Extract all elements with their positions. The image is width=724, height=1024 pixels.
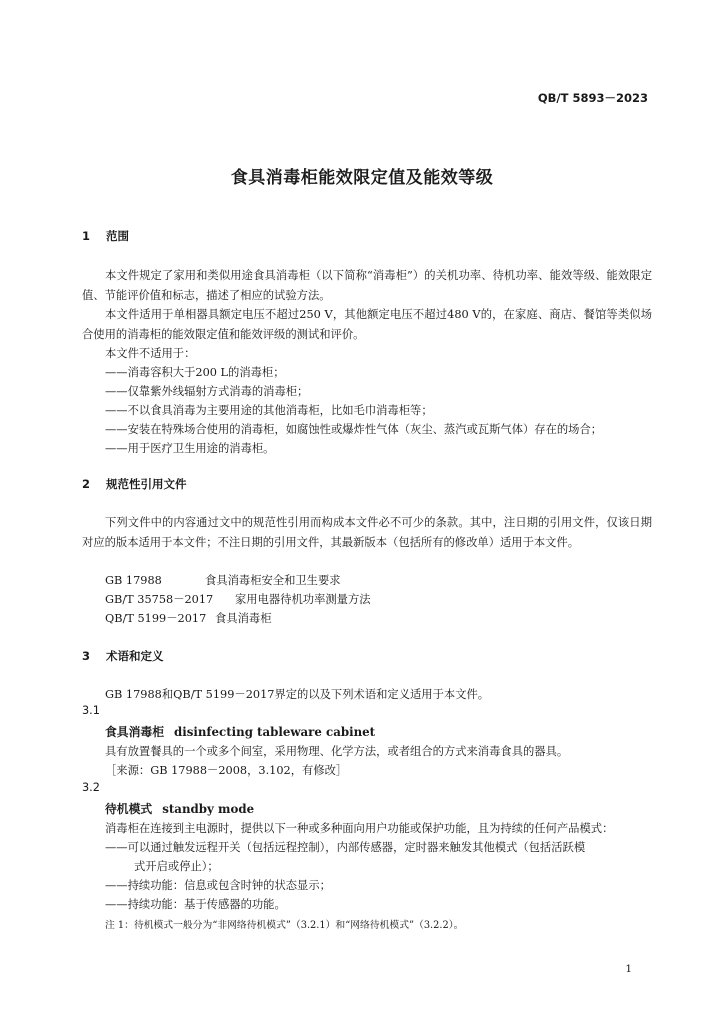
term-definition: 具有放置餐具的一个或多个间室，采用物理、化学方法，或者组合的方式来消毒食具的器具。 xyxy=(105,745,569,758)
reference-code: QB/T 5199－2017 xyxy=(105,612,207,625)
reference-title: 食具消毒柜 xyxy=(215,612,272,625)
reference-item xyxy=(105,572,341,588)
term-entry xyxy=(105,800,254,817)
section-2-heading xyxy=(82,476,187,492)
term-zh: 待机模式 xyxy=(105,802,153,816)
list-item: ——安装在特殊场合使用的消毒柜，如腐蚀性或爆炸性气体（灰尘、蒸汽或瓦斯气体）存在的场合； xyxy=(105,423,603,436)
section-title: 术语和定义 xyxy=(106,649,164,663)
scope-paragraph-1: 本文件规定了家用和类似用途食具消毒柜（以下简称“消毒柜”）的关机功率、待机功率、能效等级、能效限定值、节能评价值和标志，描述了相应的试验方法。 xyxy=(82,269,652,302)
clause-number: 3.2 xyxy=(82,781,100,794)
section-title: 范围 xyxy=(106,229,129,243)
term-en: standby mode xyxy=(162,802,255,816)
section-number: 1 xyxy=(82,229,91,243)
scope-paragraph-2: 本文件适用于单相器具额定电压不超过250 V，其他额定电压不超过480 V的，在家庭、商店、餐馆等类似场合使用的消毒柜的能效限定值和能效评级的测试和评价。 xyxy=(82,308,652,341)
reference-title: 家用电器待机功率测量方法 xyxy=(235,593,371,606)
list-item: ——持续功能：信息或包含时钟的状态显示； xyxy=(105,879,331,892)
terms-intro: GB 17988和QB/T 5199－2017界定的以及下列术语和定义适用于本文件。 xyxy=(105,688,490,701)
section-number: 3 xyxy=(82,649,91,663)
list-item: ——消毒容积大于200 L的消毒柜； xyxy=(105,366,285,379)
document-title: 食具消毒柜能效限定值及能效等级 xyxy=(230,168,494,188)
term-zh: 食具消毒柜 xyxy=(105,725,164,739)
standard-number: QB/T 5893－2023 xyxy=(537,91,648,105)
term-source: ［来源：GB 17988－2008，3.102，有修改］ xyxy=(105,764,348,777)
list-item: ——不以食具消毒为主要用途的其他消毒柜，比如毛巾消毒柜等； xyxy=(105,404,433,417)
page-number: 1 xyxy=(625,963,632,975)
section-3-heading xyxy=(82,648,164,664)
list-item: ——用于医疗卫生用途的消毒柜。 xyxy=(105,442,275,455)
term-en: disinfecting tableware cabinet xyxy=(174,725,376,739)
reference-item xyxy=(105,591,371,607)
reference-code: GB/T 35758－2017 xyxy=(105,593,214,606)
list-item: ——仅靠紫外线辐射方式消毒的消毒柜； xyxy=(105,385,309,398)
list-item-continuation: 式开启或停止）； xyxy=(134,860,219,873)
reference-title: 食具消毒柜安全和卫生要求 xyxy=(205,574,341,587)
not-applicable-intro: 本文件不适用于： xyxy=(105,347,196,360)
section-number: 2 xyxy=(82,477,91,491)
clause-number: 3.1 xyxy=(82,704,100,717)
note: 注 1：待机模式一般分为“非网络待机模式”（3.2.1）和“网络待机模式”（3.2.2）。 xyxy=(105,920,464,931)
reference-item xyxy=(105,610,272,626)
term-entry xyxy=(105,723,375,740)
section-1-heading xyxy=(82,228,129,244)
section-title: 规范性引用文件 xyxy=(106,477,187,491)
term-definition: 消毒柜在连接到主电源时，提供以下一种或多种面向用户功能或保护功能，且为持续的任何产品模式： xyxy=(105,822,614,835)
list-item: ——持续功能：基于传感器的功能。 xyxy=(105,898,286,911)
list-item: ——可以通过触发远程开关（包括远程控制），内部传感器，定时器来触发其他模式（包括活跃模 xyxy=(105,841,586,854)
reference-code: GB 17988 xyxy=(105,574,162,587)
normative-references-paragraph: 下列文件中的内容通过文中的规范性引用而构成本文件必不可少的条款。其中，注日期的引用文件，仅该日期对应的版本适用于本文件；不注日期的引用文件，其最新版本（包括所有的修改单）适用于本文件。 xyxy=(82,516,652,549)
